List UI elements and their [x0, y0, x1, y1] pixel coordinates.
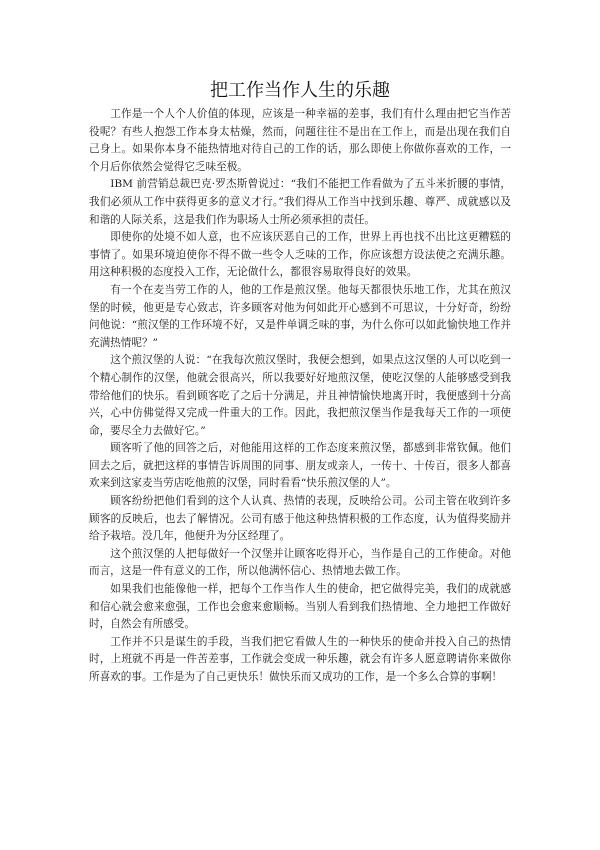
- paragraph: 顾客听了他的回答之后，对他能用这样的工作态度来煎汉堡，都感到非常钦佩。他们回去之后，就把这样的事情告诉周围的同事、朋友或亲人，一传十、十传百，很多人都喜欢来到这家麦当劳店吃他煎的汉堡，同时看看“快乐煎汉堡的人”。: [89, 442, 511, 490]
- paragraph: 这个煎汉堡的人说：“在我每次煎汉堡时，我便会想到，如果点这汉堡的人可以吃到一个精心制作的汉堡，他就会很高兴，所以我要好好地煎汉堡，使吃汉堡的人能够感受到我带给他们的快乐。看到顾客吃了之后十分满足，并且神情愉快地离开时，我便感到十分高兴，心中仿佛觉得又完成一件重大的工作。因此，我把煎汉堡当作是我每天工作的一项使命，要尽全力去做好它。”: [89, 354, 511, 437]
- paragraph: 工作是一个人个人价值的体现，应该是一种幸福的差事，我们有什么理由把它当作苦役呢？有些人抱怨工作本身太枯燥，然而，问题往往不是出在工作上，而是出现在我们自己身上。如果你本身不能热情地对待自己的工作的话，那么即使上你做你喜欢的工作，一个月后你依然会觉得它乏味至极。: [89, 108, 511, 173]
- paragraph: IBM 前营销总裁巴克·罗杰斯曾说过：“我们不能把工作看做为了五斗米折腰的事情，我们必须从工作中获得更多的意义才行。”我们得从工作当中找到乐趣、尊严、成就感以及和谐的人际关系，这是我们作为职场人士所必须承担的责任。: [89, 178, 511, 226]
- paragraph: 工作并不只是谋生的手段，当我们把它看做人生的一种快乐的使命并投入自己的热情时，上班就不再是一件苦差事，工作就会变成一种乐趣，就会有许多人愿意聘请你来做你所喜欢的事。工作是为了自己更快乐！做快乐而又成功的工作，是一个多么合算的事啊！: [89, 635, 511, 683]
- paragraph: 即使你的处境不如人意，也不应该厌恶自己的工作，世界上再也找不出比这更糟糕的事情了。如果环境迫使你不得不做一些令人乏味的工作，你应该想方设法使之充满乐趣。用这种积极的态度投入工作，无论做什么，都很容易取得良好的效果。: [89, 231, 511, 279]
- paragraph: 有一个在麦当劳工作的人，他的工作是煎汉堡。他每天都很快乐地工作，尤其在煎汉堡的时候，他更是专心致志，许多顾客对他为何如此开心感到不可思议，十分好奇，纷纷问他说：“煎汉堡的工作环境不好，又是件单调乏味的事，为什么你可以如此愉快地工作并充满热情呢？”: [89, 283, 511, 349]
- paragraph: 这个煎汉堡的人把每做好一个汉堡并让顾客吃得开心，当作是自己的工作使命。对他而言，这是一件有意义的工作，所以他满怀信心、热情地去做工作。: [89, 547, 511, 578]
- paragraph: 顾客纷纷把他们看到的这个人认真、热情的表现，反映给公司。公司主管在收到许多顾客的反映后，也去了解情况。公司有感于他这种热情积极的工作态度，认为值得奖励并给予栽培。没几年，他便升为分区经理了。: [89, 495, 511, 543]
- paragraph: 如果我们也能像他一样，把每个工作当作人生的使命，把它做得完美，我们的成就感和信心就会愈来愈强，工作也会愈来愈顺畅。当别人看到我们热情地、全力地把工作做好时，自然会有所感受。: [89, 583, 511, 631]
- document-body: [89, 106, 511, 687]
- document-title: 把工作当作人生的乐趣: [210, 80, 390, 101]
